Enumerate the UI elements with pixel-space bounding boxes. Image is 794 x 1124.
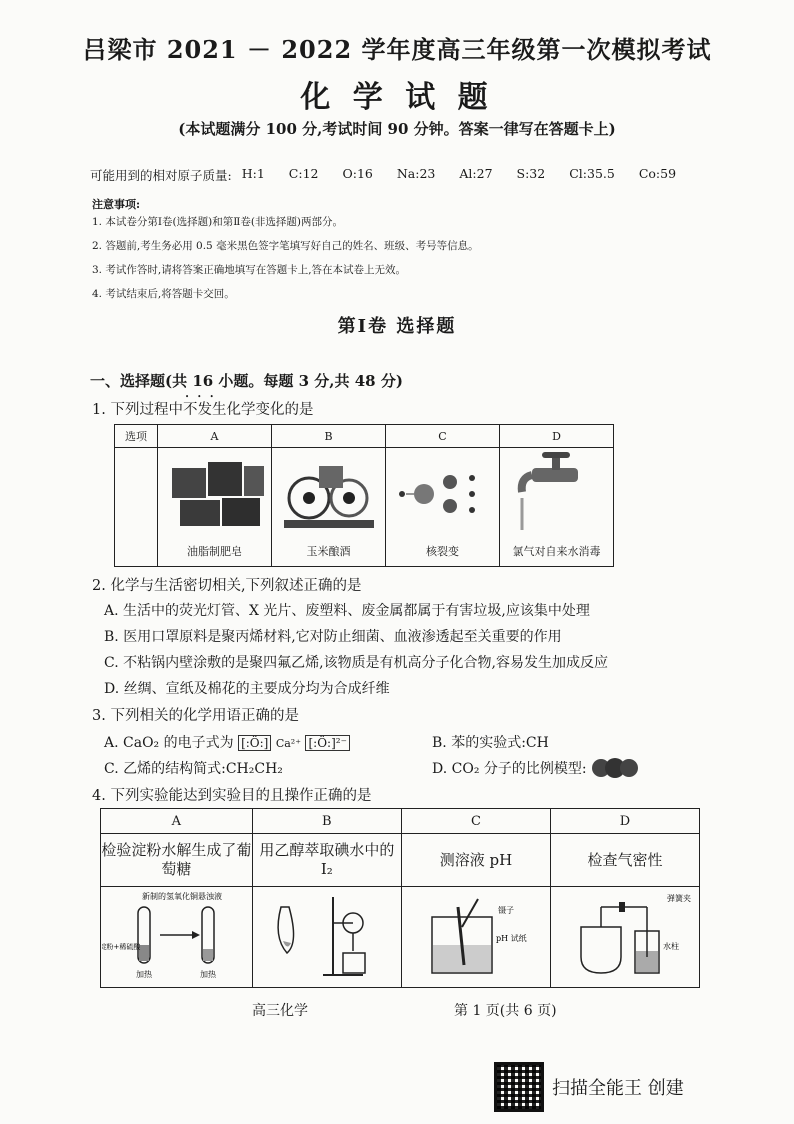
separatory-funnel-figure [253, 887, 401, 983]
q1-col-c: C [386, 425, 500, 448]
q3-option-d-text: D. CO₂ 分子的比例模型: [432, 761, 587, 777]
ph-test-figure [402, 887, 550, 983]
q4-label-a: 检验淀粉水解生成了葡萄糖 [101, 834, 253, 887]
q4-label-c: 测溶液 pH [401, 834, 550, 887]
q2-stem: 2. 化学与生活密切相关,下列叙述正确的是 [92, 578, 362, 594]
q4-fig-a-heat-1: 加热 [136, 970, 153, 979]
footer-subject: 高三化学 [252, 1003, 308, 1019]
nuclear-fission-image [388, 448, 498, 536]
airtightness-figure [551, 887, 699, 983]
q1-caption-b: 玉米酿酒 [306, 545, 351, 558]
test-tubes-figure [102, 887, 250, 983]
q4-col-c: C [401, 809, 550, 834]
q2-option-a: A. 生活中的荧光灯管、X 光片、废塑料、废金属都属于有害垃圾,应该集中处理 [104, 603, 590, 619]
q4-fig-a-reagent: 新制的氢氧化铜悬浊液 [142, 892, 223, 901]
exam-note: (本试题满分 100 分,考试时间 90 分钟。答案一律写在答题卡上) [178, 120, 616, 138]
electron-formula-left: [:Ö:] [238, 735, 271, 751]
q4-label-b: 用乙醇萃取碘水中的 I₂ [252, 834, 401, 887]
q3-stem: 3. 下列相关的化学用语正确的是 [92, 708, 299, 724]
q1-table [114, 424, 614, 567]
q3-option-d [432, 758, 639, 778]
q4-figure-a [101, 887, 253, 988]
q1-col-a: A [158, 425, 272, 448]
q4-col-a: A [101, 809, 253, 834]
notice-item: 3. 考试作答时,请将答案正确地填写在答题卡上,答在本试卷上无效。 [92, 264, 407, 276]
q3-option-c: C. 乙烯的结构简式:CH₂CH₂ [104, 761, 283, 777]
q4-table [100, 808, 700, 988]
q4-figure-d [550, 887, 699, 988]
electron-formula-right: [:Ö:]²⁻ [305, 735, 349, 751]
q1-caption-a: 油脂制肥皂 [187, 545, 242, 558]
q1-cell-d [500, 448, 614, 567]
q1-stem [92, 398, 313, 419]
atomic-masses-label: 可能用到的相对原子质量: [90, 168, 232, 183]
q4-fig-d-clamp: 弹簧夹 [666, 894, 691, 903]
q4-col-d: D [550, 809, 699, 834]
q3-option-a [104, 732, 350, 752]
atomic-mass-item: Na:23 [396, 166, 436, 181]
co2-model-image [591, 758, 639, 778]
q1-empty-cell [115, 448, 158, 567]
q4-col-b: B [252, 809, 401, 834]
notice-item: 4. 考试结束后,将答题卡交回。 [92, 288, 235, 300]
water-tap-image [502, 448, 612, 536]
brewing-equipment-image [274, 448, 384, 536]
q2-option-c: C. 不粘锅内壁涂敷的是聚四氟乙烯,该物质是有机高分子化合物,容易发生加成反应 [104, 655, 609, 671]
scanner-watermark [494, 1062, 684, 1112]
q3-option-b: B. 苯的实验式:CH [432, 735, 549, 751]
q4-fig-c-tweezers: 镊子 [497, 906, 514, 915]
q1-stem-pre: 1. 下列过程中 [92, 402, 183, 418]
qr-code-icon [494, 1062, 544, 1112]
atomic-mass-item: Cl:35.5 [569, 166, 615, 181]
q3-option-a-text: A. CaO₂ 的电子式为 [104, 735, 234, 751]
atomic-mass-item: S:32 [516, 166, 546, 181]
atomic-mass-item: Co:59 [638, 166, 677, 181]
notice-item: 2. 答题前,考生务必用 0.5 毫米黑色签字笔填写好自己的姓名、班级、考号等信息。 [92, 240, 479, 252]
q2-option-b: B. 医用口罩原料是聚丙烯材料,它对防止细菌、血液渗透起至关重要的作用 [104, 629, 562, 645]
q4-fig-d-water: 水柱 [662, 942, 679, 951]
atomic-mass-item: O:16 [342, 166, 373, 181]
atomic-mass-item: Al:27 [459, 166, 493, 181]
soap-bars-image [160, 448, 270, 536]
q1-col-d: D [500, 425, 614, 448]
part-title: 一、选择题(共 16 小题。每题 3 分,共 48 分) [90, 372, 403, 390]
section-title: 第Ⅰ卷 选择题 [337, 316, 457, 337]
q1-caption-c: 核裂变 [426, 545, 459, 558]
q1-stem-post: 化学变化的是 [226, 402, 314, 418]
atomic-mass-item: C:12 [288, 166, 319, 181]
atomic-mass-item: H:1 [241, 166, 265, 181]
q2-option-d: D. 丝绸、宣纸及棉花的主要成分均为合成纤维 [104, 681, 390, 697]
q1-cell-a [158, 448, 272, 567]
q1-cell-b [272, 448, 386, 567]
scanner-text: 扫描全能王 创建 [552, 1078, 684, 1099]
exam-title: 吕梁市 2021 － 2022 学年度高三年级第一次模拟考试 [82, 35, 712, 64]
notice-item: 1. 本试卷分第Ⅰ卷(选择题)和第Ⅱ卷(非选择题)两部分。 [92, 216, 344, 228]
q1-caption-d: 氯气对自来水消毒 [512, 545, 601, 558]
q1-col-b: B [272, 425, 386, 448]
electron-formula-mid: Ca²⁺ [275, 737, 302, 750]
q4-fig-a-heat-2: 加热 [200, 970, 217, 979]
subject-title: 化 学 试 题 [300, 80, 494, 115]
q4-figure-c [401, 887, 550, 988]
notice-heading: 注意事项: [92, 198, 141, 211]
q4-fig-a-starch: 淀粉+稀硫酸 [102, 943, 141, 951]
q4-label-d: 检查气密性 [550, 834, 699, 887]
q1-stem-emphasis: 不发生 • • • [183, 402, 227, 418]
footer-page: 第 1 页(共 6 页) [454, 1003, 557, 1019]
q4-figure-b [252, 887, 401, 988]
q1-cell-c [386, 448, 500, 567]
q4-fig-c-paper: pH 试纸 [495, 934, 527, 943]
atomic-masses [90, 166, 730, 184]
q1-col-label: 选项 [115, 425, 158, 448]
q4-stem: 4. 下列实验能达到实验目的且操作正确的是 [92, 788, 372, 804]
